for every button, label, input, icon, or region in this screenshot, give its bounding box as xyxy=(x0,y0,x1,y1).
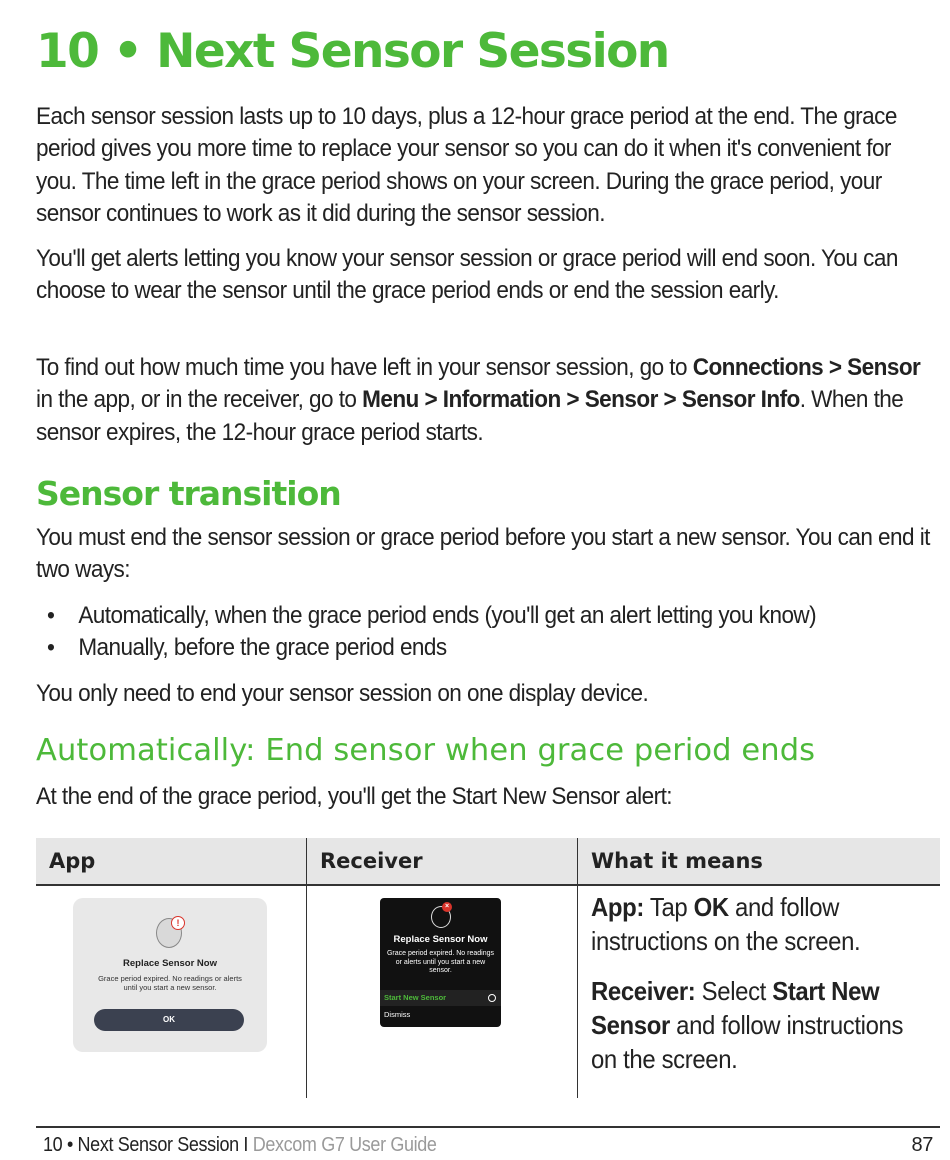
receiver-start-new-sensor-option xyxy=(380,990,501,1006)
transition-bullets xyxy=(36,600,934,665)
receiver-alert-title: Replace Sensor Now xyxy=(393,934,488,945)
app-alert-screen xyxy=(73,898,267,1052)
auto-end-heading: Automatically: End sensor when grace period ends xyxy=(36,733,816,768)
header-app: App xyxy=(49,849,96,873)
footer-separator: I xyxy=(238,1134,253,1156)
alert-exclamation-icon: ! xyxy=(171,916,185,930)
meaning-receiver-label: Receiver: xyxy=(591,976,696,1006)
footer-left xyxy=(43,1134,437,1157)
column-divider xyxy=(577,838,578,1098)
bullet-item: • Manually, before the grace period ends xyxy=(36,632,934,664)
app-ok-button: OK xyxy=(94,1009,244,1031)
receiver-option-label: Start New Sensor xyxy=(384,993,447,1002)
radio-icon xyxy=(488,994,496,1002)
bullet-item: • Automatically, when the grace period ends (you'll get an alert letting you know) xyxy=(36,600,934,632)
header-meaning: What it means xyxy=(591,849,763,873)
menu-info-path: Menu > Information > Sensor > Sensor Info xyxy=(362,386,800,414)
intro-paragraph-2: You'll get alerts letting you know your sensor session or grace period will end soon. You can choose to wear the sensor until the grace period ends or end the session early. xyxy=(36,245,898,305)
meaning-app xyxy=(591,890,926,958)
meaning-receiver xyxy=(591,974,926,1076)
header-receiver: Receiver xyxy=(320,849,423,873)
alert-table xyxy=(36,838,940,1098)
receiver-dismiss-option: Dismiss xyxy=(384,1010,411,1019)
meaning-receiver-text-b: and follow instructions on the screen. xyxy=(591,1010,904,1074)
meaning-receiver-text-a: Select xyxy=(695,976,773,1006)
meaning-app-label: App: xyxy=(591,892,645,922)
column-divider xyxy=(306,838,307,1098)
meaning-receiver-action: Start New Sensor xyxy=(591,976,880,1040)
intro-paragraph-1: Each sensor session lasts up to 10 days, plus a 12-hour grace period at the end. The grace period gives you more time to replace your sensor so you can do it when it's convenient for you. The time left in the grace period shows on your screen. During the grace period, your sensor continues to work as it did during the sensor session. xyxy=(36,103,897,228)
alert-x-icon: × xyxy=(442,902,452,912)
p3-text-c: in the app, or in the receiver, go to xyxy=(36,386,363,414)
footer-divider xyxy=(36,1126,940,1128)
footer-guide-title: Dexcom G7 User Guide xyxy=(252,1134,437,1156)
meaning-app-text-b: and follow instructions on the screen. xyxy=(591,892,861,956)
connections-sensor-path: Connections > Sensor xyxy=(692,354,921,381)
app-alert-title: Replace Sensor Now xyxy=(123,958,217,969)
meaning-cell xyxy=(591,890,926,1092)
receiver-alert-body: Grace period expired. No readings or alerts until you start a new sensor. xyxy=(386,950,494,974)
chapter-title: 10 • Next Sensor Session xyxy=(36,24,669,79)
footer-section: 10 • Next Sensor Session xyxy=(43,1134,239,1156)
intro-paragraph-3 xyxy=(36,352,934,449)
meaning-app-ok: OK xyxy=(693,892,729,922)
sensor-transition-heading: Sensor transition xyxy=(36,474,341,513)
transition-paragraph-2: You only need to end your sensor session on one display device. xyxy=(36,680,649,707)
table-header-row xyxy=(36,838,940,886)
auto-paragraph: At the end of the grace period, you'll get the Start New Sensor alert: xyxy=(36,783,672,810)
receiver-alert-screen xyxy=(380,898,501,1027)
transition-paragraph-1: You must end the sensor session or grace period before you start a new sensor. You can end it two ways: xyxy=(36,524,930,584)
app-alert-body: Grace period expired. No readings or alerts until you start a new sensor. xyxy=(98,974,242,992)
p3-text-a: To find out how much time you have left in your sensor session, go to xyxy=(36,354,693,381)
meaning-app-text-a: Tap xyxy=(644,892,694,922)
p3-text-d: . When the sensor expires, the 12-hour grace period starts. xyxy=(36,386,904,446)
page-footer xyxy=(43,1134,933,1160)
page-number: 87 xyxy=(911,1134,933,1156)
